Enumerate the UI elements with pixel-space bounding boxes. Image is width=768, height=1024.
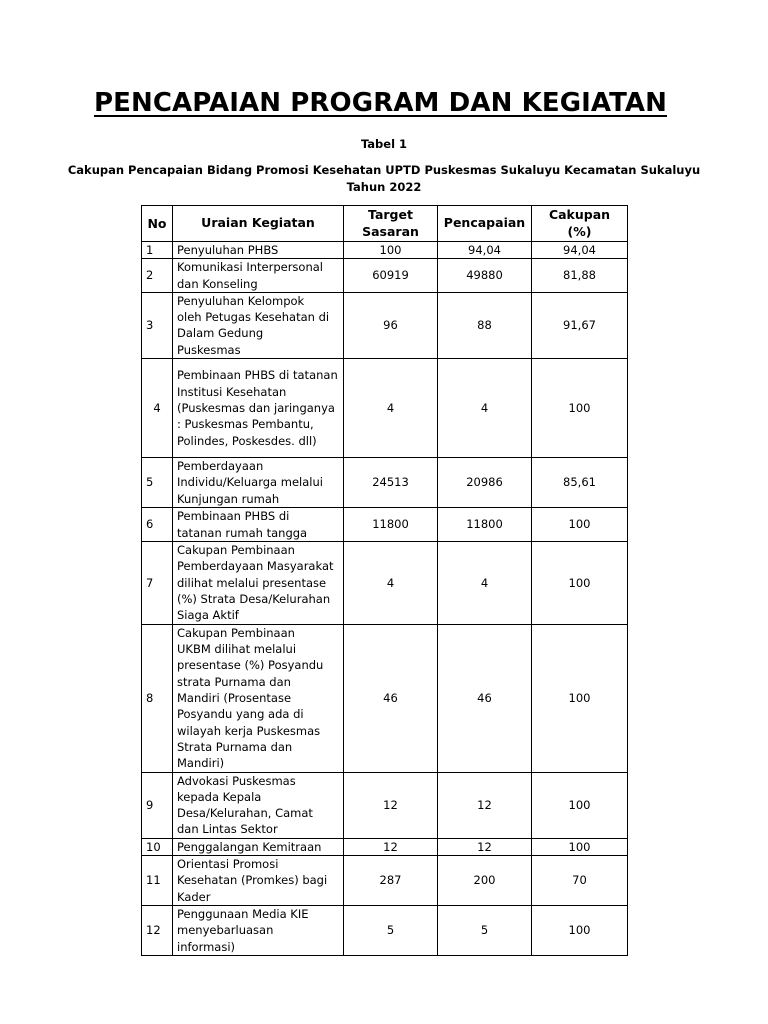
caption-line-1: Cakupan Pencapaian Bidang Promosi Kesehatan UPTD Puskesmas Sukaluyu Kecamatan Sukaluyu xyxy=(67,163,701,177)
cell-cakupan: 100 xyxy=(532,624,628,772)
header-target-line-2: Sasaran xyxy=(362,223,419,239)
cell-pencapaian: 11800 xyxy=(438,508,532,542)
table-row xyxy=(142,838,628,855)
cell-target-sasaran: 12 xyxy=(344,838,438,855)
table-row xyxy=(142,292,628,358)
cell-target-sasaran: 96 xyxy=(344,292,438,358)
cell-cakupan: 70 xyxy=(532,856,628,906)
cell-target-sasaran: 12 xyxy=(344,772,438,838)
table-row xyxy=(142,458,628,508)
table-body xyxy=(142,242,628,956)
cell-target-sasaran: 287 xyxy=(344,856,438,906)
cell-no: 1 xyxy=(142,242,173,259)
table-row xyxy=(142,624,628,772)
cell-pencapaian: 94,04 xyxy=(438,242,532,259)
header-uraian-kegiatan: Uraian Kegiatan xyxy=(173,206,344,242)
cell-pencapaian: 5 xyxy=(438,906,532,956)
header-target-line-1: Target xyxy=(368,207,413,223)
table-row xyxy=(142,906,628,956)
cell-uraian-kegiatan: Cakupan Pembinaan Pemberdayaan Masyarakat dilihat melalui presentase (%) Strata Desa/Kelurahan Siaga Aktif xyxy=(173,542,344,624)
table-row xyxy=(142,856,628,906)
cell-target-sasaran: 60919 xyxy=(344,259,438,293)
cell-uraian-kegiatan: Pembinaan PHBS di tatanan Institusi Kesehatan (Puskesmas dan jaringanya : Puskesmas Pembantu, Polindes, Poskesdes. dll) xyxy=(173,359,344,458)
table-caption xyxy=(0,162,768,196)
cell-pencapaian: 49880 xyxy=(438,259,532,293)
cell-no: 3 xyxy=(142,292,173,358)
cell-pencapaian: 12 xyxy=(438,838,532,855)
cell-pencapaian: 46 xyxy=(438,624,532,772)
header-pencapaian: Pencapaian xyxy=(438,206,532,242)
cell-cakupan: 100 xyxy=(532,906,628,956)
table-label: Tabel 1 xyxy=(360,137,408,151)
table-row xyxy=(142,542,628,624)
table-row xyxy=(142,508,628,542)
cell-uraian-kegiatan: Komunikasi Interpersonal dan Konseling xyxy=(173,259,344,293)
cell-cakupan: 85,61 xyxy=(532,458,628,508)
cell-uraian-kegiatan: Penyuluhan PHBS xyxy=(173,242,344,259)
cell-uraian-kegiatan: Cakupan Pembinaan UKBM dilihat melalui presentase (%) Posyandu strata Purnama dan Mandiri (Prosentase Posyandu yang ada di wilayah kerja Puskesmas Strata Purnama dan Mandiri) xyxy=(173,624,344,772)
cell-pencapaian: 12 xyxy=(438,772,532,838)
cell-pencapaian: 88 xyxy=(438,292,532,358)
cell-cakupan: 81,88 xyxy=(532,259,628,293)
table-row xyxy=(142,359,628,458)
cell-uraian-kegiatan: Penyuluhan Kelompok oleh Petugas Kesehatan di Dalam Gedung Puskesmas xyxy=(173,292,344,358)
cell-uraian-kegiatan: Pembinaan PHBS di tatanan rumah tangga xyxy=(173,508,344,542)
cell-uraian-kegiatan: Orientasi Promosi Kesehatan (Promkes) bagi Kader xyxy=(173,856,344,906)
cell-target-sasaran: 46 xyxy=(344,624,438,772)
cell-no: 5 xyxy=(142,458,173,508)
cell-target-sasaran: 11800 xyxy=(344,508,438,542)
cell-no: 6 xyxy=(142,508,173,542)
header-target-sasaran xyxy=(344,206,438,242)
cell-no: 11 xyxy=(142,856,173,906)
cell-target-sasaran: 100 xyxy=(344,242,438,259)
cell-cakupan: 100 xyxy=(532,772,628,838)
cell-pencapaian: 4 xyxy=(438,542,532,624)
table-row xyxy=(142,259,628,293)
cell-cakupan: 91,67 xyxy=(532,292,628,358)
cell-pencapaian: 20986 xyxy=(438,458,532,508)
cell-cakupan: 100 xyxy=(532,359,628,458)
header-no: No xyxy=(142,206,173,242)
cell-no: 4 xyxy=(142,359,173,458)
cell-no: 9 xyxy=(142,772,173,838)
table-row xyxy=(142,772,628,838)
cell-cakupan: 94,04 xyxy=(532,242,628,259)
achievement-table xyxy=(141,205,628,956)
cell-target-sasaran: 24513 xyxy=(344,458,438,508)
cell-target-sasaran: 4 xyxy=(344,542,438,624)
cell-no: 8 xyxy=(142,624,173,772)
cell-uraian-kegiatan: Pemberdayaan Individu/Keluarga melalui Kunjungan rumah xyxy=(173,458,344,508)
caption-line-2: Tahun 2022 xyxy=(346,180,422,194)
header-cakupan: Cakupan (%) xyxy=(532,206,628,242)
cell-no: 12 xyxy=(142,906,173,956)
table-row xyxy=(142,242,628,259)
cell-cakupan: 100 xyxy=(532,542,628,624)
cell-cakupan: 100 xyxy=(532,508,628,542)
cell-cakupan: 100 xyxy=(532,838,628,855)
cell-no: 10 xyxy=(142,838,173,855)
cell-target-sasaran: 5 xyxy=(344,906,438,956)
cell-uraian-kegiatan: Penggalangan Kemitraan xyxy=(173,838,344,855)
table-header-row xyxy=(142,206,628,242)
cell-pencapaian: 4 xyxy=(438,359,532,458)
cell-pencapaian: 200 xyxy=(438,856,532,906)
document-title: PENCAPAIAN PROGRAM DAN KEGIATAN xyxy=(94,88,668,118)
cell-no: 2 xyxy=(142,259,173,293)
cell-target-sasaran: 4 xyxy=(344,359,438,458)
cell-uraian-kegiatan: Penggunaan Media KIE menyebarluasan informasi) xyxy=(173,906,344,956)
cell-no: 7 xyxy=(142,542,173,624)
cell-uraian-kegiatan: Advokasi Puskesmas kepada Kepala Desa/Kelurahan, Camat dan Lintas Sektor xyxy=(173,772,344,838)
